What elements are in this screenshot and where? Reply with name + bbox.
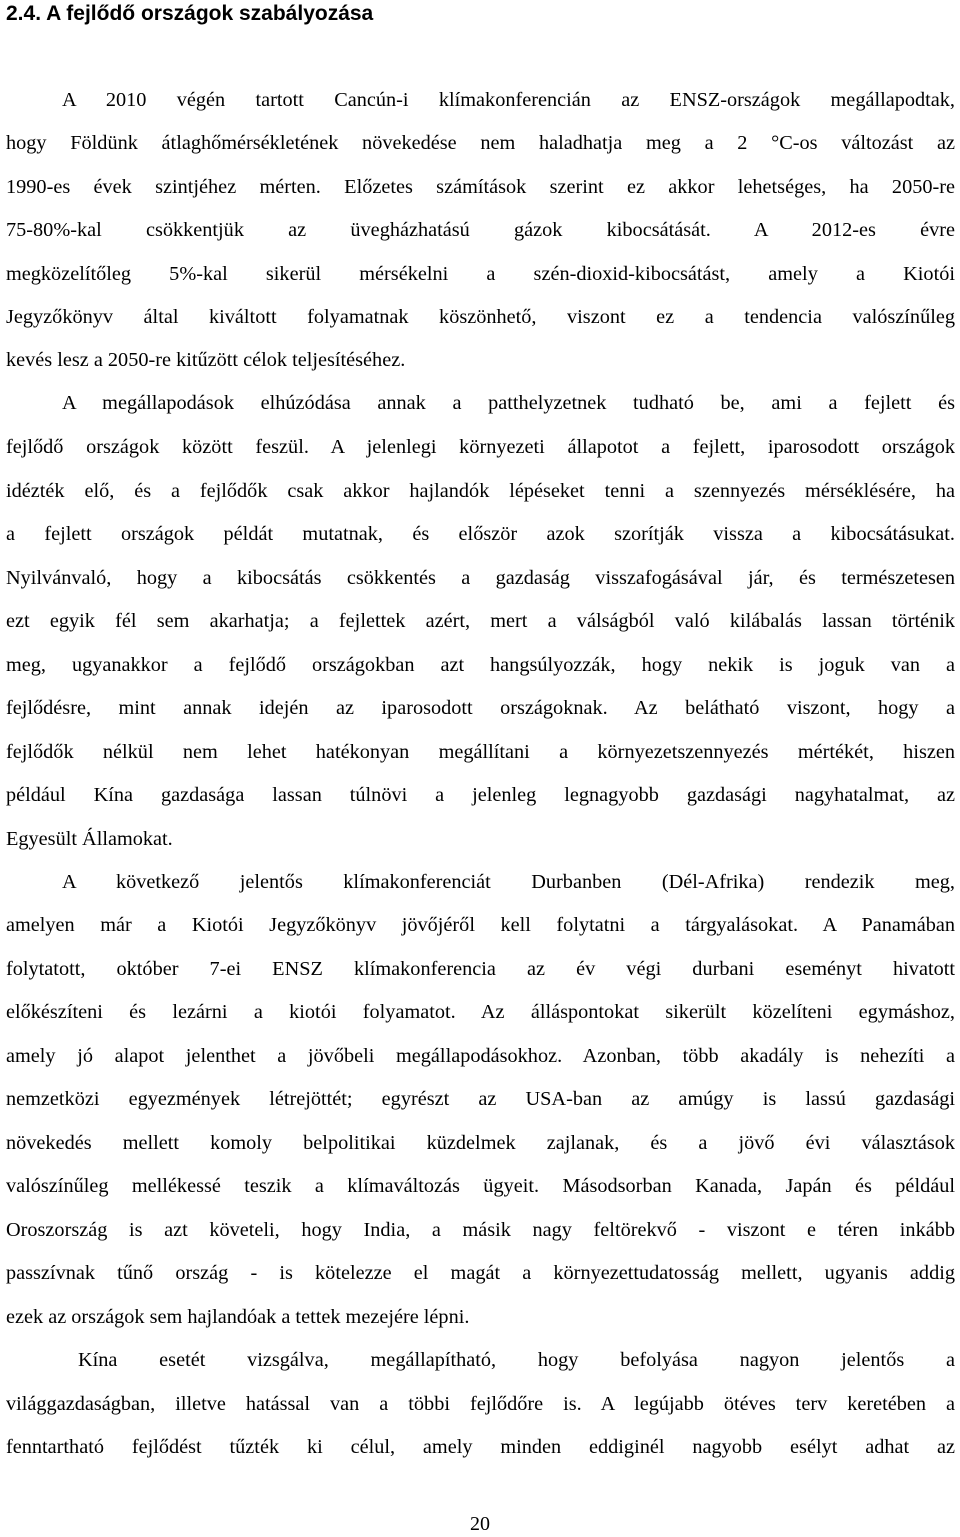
paragraph-line: ezt egyik fél sem akarhatja; a fejlettek azért, mert a válságból való kilábalás lassan történik	[6, 610, 955, 632]
paragraph-line: kevés lesz a 2050-re kitűzött célok teljesítéséhez.	[6, 349, 406, 371]
paragraph-line: előkészíteni és lezárni a kiotói folyamatot. Az álláspontokat sikerült közelíteni egymáshoz,	[6, 1001, 955, 1023]
paragraph-line: folytatott, október 7-ei ENSZ klímakonferencia az év végi durbani eseményt hivatott	[6, 958, 955, 980]
paragraph-line: Kína esetét vizsgálva, megállapítható, hogy befolyása nagyon jelentős a	[78, 1349, 955, 1371]
paragraph-line: fejlődő országok között feszül. A jelenlegi környezeti állapotot a fejlett, iparosodott országok	[6, 436, 955, 458]
paragraph-line: Jegyzőkönyv által kiváltott folyamatnak köszönhető, viszont ez a tendencia valószínűleg	[6, 306, 955, 328]
paragraph-line: amely jó alapot jelenthet a jövőbeli megállapodásokhoz. Azonban, több akadály is nehezíti a	[6, 1045, 955, 1067]
paragraph-line: megközelítőleg 5%-kal sikerül mérsékelni a szén-dioxid-kibocsátást, amely a Kiotói	[6, 263, 955, 285]
paragraph-line: valószínűleg mellékessé teszik a klímaváltozás ügyeit. Másodsorban Kanada, Japán és például	[6, 1175, 955, 1197]
paragraph-line: ezek az országok sem hajlandóak a tettek mezejére lépni.	[6, 1306, 470, 1328]
paragraph-line: A következő jelentős klímakonferenciát Durbanben (Dél-Afrika) rendezik meg,	[62, 871, 955, 893]
page-number: 20	[470, 1513, 490, 1535]
paragraph-line: 1990-es évek szintjéhez mérten. Előzetes számítások szerint ez akkor lehetséges, ha 2050-re	[6, 176, 955, 198]
paragraph-line: világgazdaságban, illetve hatással van a többi fejlődőre is. A legújabb ötéves terv keretében a	[6, 1393, 955, 1415]
paragraph-line: fejlődésre, mint annak idején az iparosodott országoknak. Az belátható viszont, hogy a	[6, 697, 955, 719]
paragraph-line: 75-80%-kal csökkentjük az üvegházhatású gázok kibocsátását. A 2012-es évre	[6, 219, 955, 241]
paragraph-line: amelyen már a Kiotói Jegyzőkönyv jövőjéről kell folytatni a tárgyalásokat. A Panamában	[6, 914, 955, 936]
paragraph-line: passzívnak tűnő ország - is kötelezze el magát a környezettudatosság mellett, ugyanis addig	[6, 1262, 955, 1284]
paragraph-line: A 2010 végén tartott Cancún-i klímakonferencián az ENSZ-országok megállapodtak,	[62, 89, 955, 111]
paragraph-line: a fejlett országok példát mutatnak, és először azok szorítják vissza a kibocsátásukat.	[6, 523, 955, 545]
paragraph-line: fejlődők nélkül nem lehet hatékonyan megállítani a környezetszennyezés mértékét, hiszen	[6, 741, 955, 763]
paragraph-line: A megállapodások elhúzódása annak a patthelyzetnek tudható be, ami a fejlett és	[62, 392, 955, 414]
paragraph-line: meg, ugyanakkor a fejlődő országokban azt hangsúlyozzák, hogy nekik is joguk van a	[6, 654, 955, 676]
paragraph-line: hogy Földünk átlaghőmérsékletének növekedése nem haladhatja meg a 2 °C-os változást az	[6, 132, 955, 154]
paragraph-line: Oroszország is azt követeli, hogy India, a másik nagy feltörekvő - viszont e téren inkább	[6, 1219, 955, 1241]
section-heading: 2.4. A fejlődő országok szabályozása	[6, 2, 374, 25]
paragraph-line: növekedés mellett komoly belpolitikai küzdelmek zajlanak, és a jövő évi választások	[6, 1132, 955, 1154]
paragraph-line: idézték elő, és a fejlődők csak akkor hajlandók lépéseket tenni a szennyezés mérséklésére, ha	[6, 480, 955, 502]
paragraph-line: például Kína gazdasága lassan túlnövi a jelenleg legnagyobb gazdasági nagyhatalmat, az	[6, 784, 955, 806]
paragraph-line: nemzetközi egyezmények létrejöttét; egyrészt az USA-ban az amúgy is lassú gazdasági	[6, 1088, 955, 1110]
paragraph-line: Nyilvánvaló, hogy a kibocsátás csökkentés a gazdaság visszafogásával jár, és természetesen	[6, 567, 955, 589]
paragraph-line: fenntartható fejlődést tűzték ki célul, amely minden eddiginél nagyobb esélyt adhat az	[6, 1436, 955, 1458]
paragraph-line: Egyesült Államokat.	[6, 828, 173, 850]
